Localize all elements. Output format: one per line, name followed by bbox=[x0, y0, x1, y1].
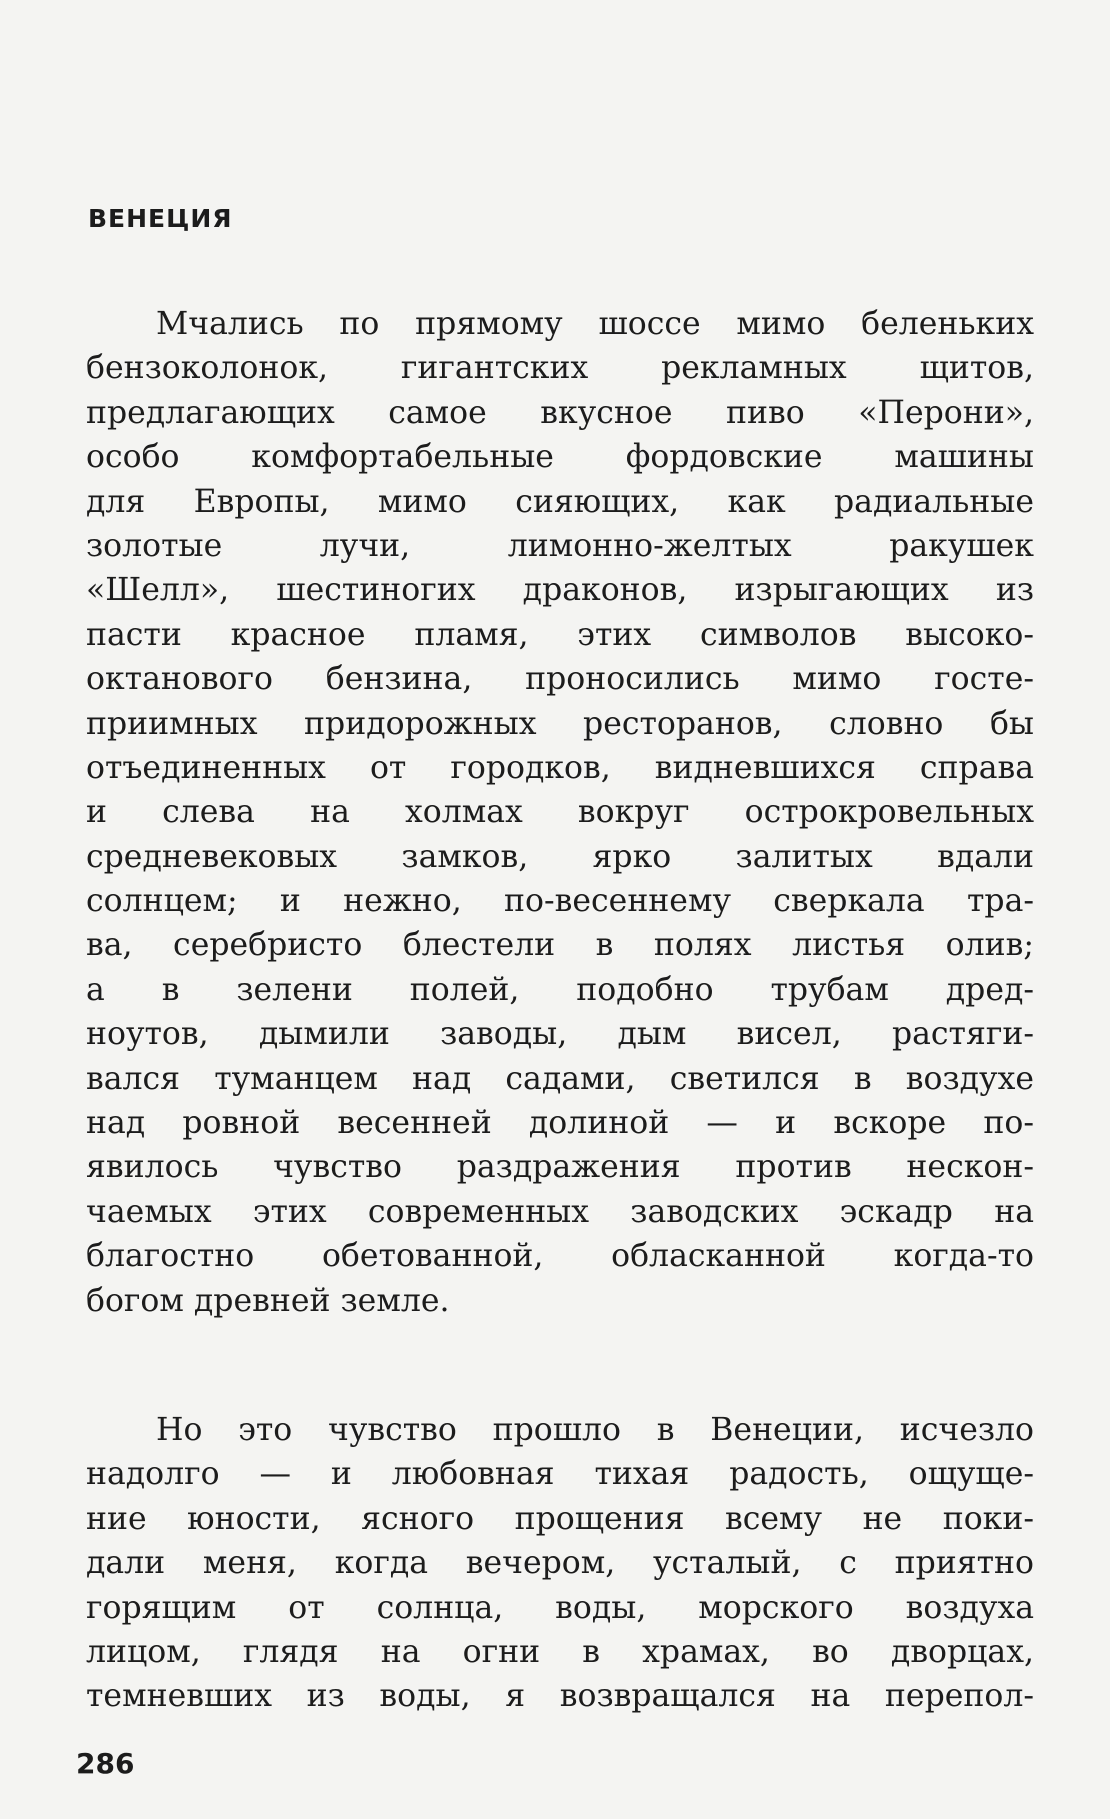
paragraph-line: дали меня, когда вечером, усталый, с приятно bbox=[86, 1545, 1034, 1582]
paragraph-line: отъединенных от городков, видневшихся справа bbox=[86, 749, 1034, 786]
paragraph-line: ние юности, ясного прощения всему не поки- bbox=[86, 1500, 1034, 1537]
paragraph-line: лицом, глядя на огни в храмах, во дворцах, bbox=[86, 1633, 1034, 1670]
paragraph-line: надолго — и любовная тихая радость, ощуще- bbox=[86, 1456, 1034, 1493]
paragraph-line: средневековых замков, ярко залитых вдали bbox=[86, 838, 1034, 875]
paragraph-2 bbox=[86, 1408, 1034, 1719]
paragraph-line: солнцем; и нежно, по-весеннему сверкала тра- bbox=[86, 883, 1034, 920]
paragraph-line: бензоколонок, гигантских рекламных щитов, bbox=[86, 350, 1034, 387]
paragraph-line: ноутов, дымили заводы, дым висел, растяги- bbox=[86, 1016, 1034, 1053]
paragraph-1 bbox=[86, 302, 1034, 1323]
paragraph-line: октанового бензина, проносились мимо госте- bbox=[86, 661, 1034, 698]
paragraph-line: явилось чувство раздражения против нескон- bbox=[86, 1149, 1034, 1186]
paragraph-line: пасти красное пламя, этих символов высоко- bbox=[86, 616, 1034, 653]
paragraph-line: над ровной весенней долиной — и вскоре по- bbox=[86, 1105, 1034, 1142]
paragraph-line: темневших из воды, я возвращался на перепол- bbox=[86, 1678, 1034, 1715]
paragraph-line: золотые лучи, лимонно-желтых ракушек bbox=[86, 527, 1034, 564]
paragraph-line: Мчались по прямому шоссе мимо беленьких bbox=[156, 306, 1034, 342]
paragraph-line: Но это чувство прошло в Венеции, исчезло bbox=[156, 1412, 1034, 1448]
page-number: 286 bbox=[76, 1747, 135, 1780]
paragraph-line: предлагающих самое вкусное пиво «Перони», bbox=[86, 394, 1034, 431]
paragraph-line: ва, серебристо блестели в полях листья олив; bbox=[86, 927, 1034, 964]
paragraph-line: приимных придорожных ресторанов, словно бы bbox=[86, 705, 1034, 742]
paragraph-line: особо комфортабельные фордовские машины bbox=[86, 439, 1034, 476]
paragraph-line: а в зелени полей, подобно трубам дред- bbox=[86, 971, 1034, 1008]
running-title: ВЕНЕЦИЯ bbox=[88, 204, 233, 233]
paragraph-line: и слева на холмах вокруг острокровельных bbox=[86, 794, 1034, 831]
paragraph-line: для Европы, мимо сияющих, как радиальные bbox=[86, 483, 1034, 520]
paragraph-line: «Шелл», шестиногих драконов, изрыгающих из bbox=[86, 572, 1034, 609]
paragraph-line: горящим от солнца, воды, морского воздуха bbox=[86, 1589, 1034, 1626]
paragraph-line: вался туманцем над садами, светился в воздухе bbox=[86, 1060, 1034, 1097]
paragraph-line: благостно обетованной, обласканной когда-то bbox=[86, 1238, 1034, 1275]
paragraph-line: богом древней земле. bbox=[86, 1282, 450, 1319]
paragraph-line: чаемых этих современных заводских эскадр на bbox=[86, 1193, 1034, 1230]
